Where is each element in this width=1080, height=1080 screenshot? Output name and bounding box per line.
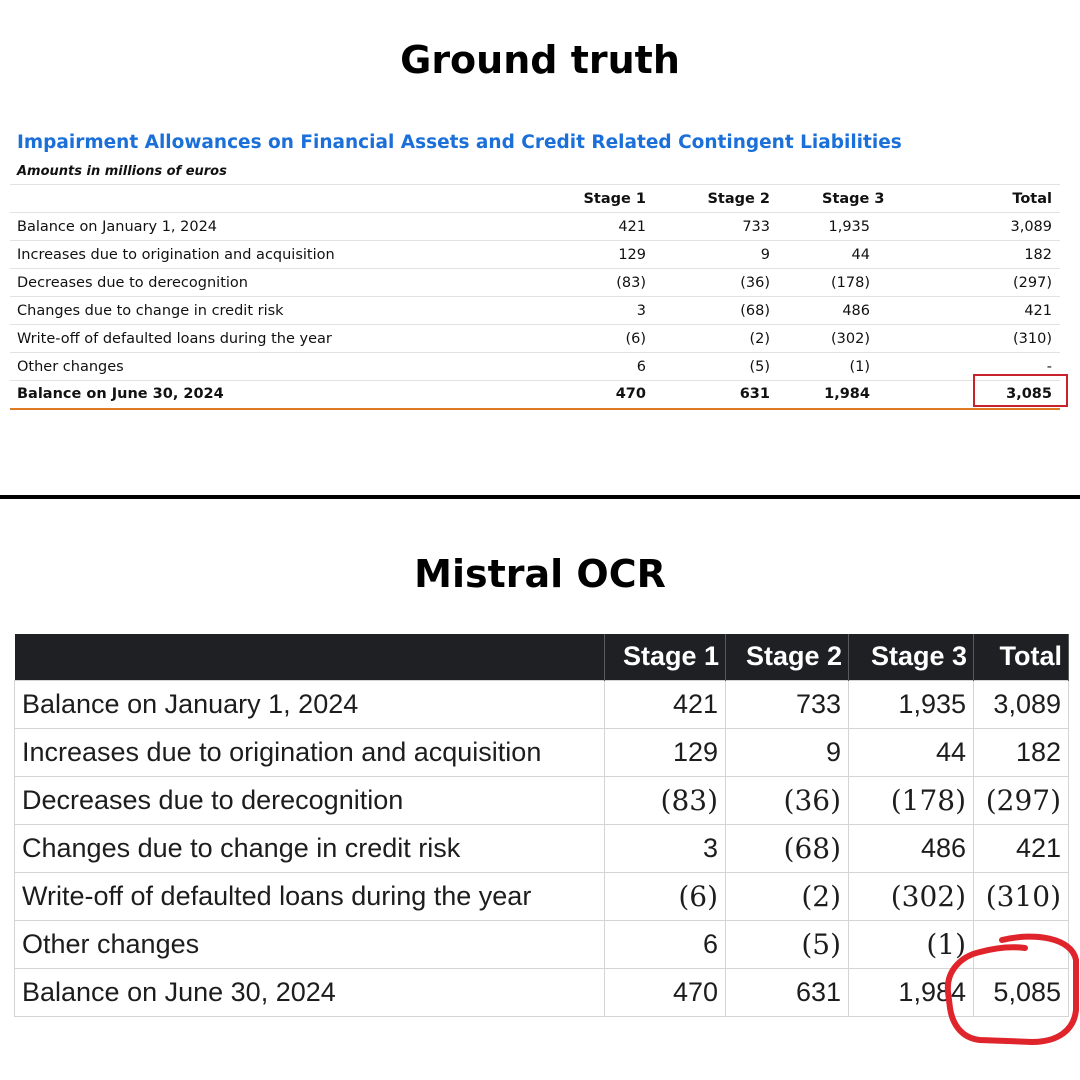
value-cell: 9: [690, 241, 816, 269]
value-cell: 182: [942, 241, 1060, 269]
table-row: [15, 824, 1069, 872]
value-cell: (83): [570, 269, 690, 297]
header-total: Total: [942, 185, 1060, 213]
value-cell: (36): [690, 269, 816, 297]
row-label: Changes due to change in credit risk: [10, 297, 570, 325]
value-cell: (5): [726, 920, 849, 968]
value-cell: 421: [570, 213, 690, 241]
value-cell: 1,984: [849, 968, 974, 1016]
ground-truth-label: Ground truth: [400, 38, 680, 82]
value-cell: (83): [605, 776, 726, 824]
value-cell: 421: [942, 297, 1060, 325]
value-cell: (302): [816, 325, 942, 353]
row-label: Balance on June 30, 2024: [10, 381, 570, 409]
value-cell: (5): [690, 353, 816, 381]
header-total: Total: [974, 634, 1069, 680]
table-row: [10, 325, 1060, 353]
value-cell: 3: [570, 297, 690, 325]
value-cell: 129: [605, 728, 726, 776]
table-row: [10, 269, 1060, 297]
value-cell: (310): [974, 872, 1069, 920]
value-cell: 486: [849, 824, 974, 872]
value-cell: (2): [690, 325, 816, 353]
table-row: [15, 680, 1069, 728]
header-row: [10, 185, 1060, 213]
value-cell: 44: [849, 728, 974, 776]
value-cell: 6: [605, 920, 726, 968]
value-cell: 421: [605, 680, 726, 728]
row-label: Other changes: [15, 920, 605, 968]
table-subheading: Amounts in millions of euros: [17, 164, 227, 179]
header-stage-3: Stage 3: [816, 185, 942, 213]
header-row: [15, 634, 1069, 680]
value-cell: (1): [816, 353, 942, 381]
value-cell: 3: [605, 824, 726, 872]
value-cell: -: [942, 353, 1060, 381]
row-label: Balance on January 1, 2024: [15, 680, 605, 728]
value-cell: 3,085: [942, 381, 1060, 409]
value-cell: 1,984: [816, 381, 942, 409]
value-cell: 1,935: [849, 680, 974, 728]
value-cell: 6: [570, 353, 690, 381]
header-stage-2: Stage 2: [726, 634, 849, 680]
header-stage-1: Stage 1: [605, 634, 726, 680]
row-label: Write-off of defaulted loans during the year: [10, 325, 570, 353]
value-cell: (1): [849, 920, 974, 968]
value-cell: (68): [726, 824, 849, 872]
value-cell: (68): [690, 297, 816, 325]
value-cell: (178): [849, 776, 974, 824]
value-cell: 9: [726, 728, 849, 776]
row-label: Write-off of defaulted loans during the year: [15, 872, 605, 920]
value-cell: (178): [816, 269, 942, 297]
value-cell: 733: [726, 680, 849, 728]
header-stage-2: Stage 2: [690, 185, 816, 213]
value-cell: 733: [690, 213, 816, 241]
row-label: Other changes: [10, 353, 570, 381]
value-cell: (297): [974, 776, 1069, 824]
value-cell: (6): [570, 325, 690, 353]
value-cell: 5,085: [974, 968, 1069, 1016]
value-cell: (2): [726, 872, 849, 920]
value-cell: 182: [974, 728, 1069, 776]
highlight-box: [973, 374, 1068, 407]
row-label: Increases due to origination and acquisition: [10, 241, 570, 269]
header-stage-3: Stage 3: [849, 634, 974, 680]
value-cell: [974, 920, 1069, 968]
table-row: [10, 213, 1060, 241]
row-label: Changes due to change in credit risk: [15, 824, 605, 872]
value-cell: (310): [942, 325, 1060, 353]
value-cell: 470: [570, 381, 690, 409]
ocr-table: [14, 634, 1069, 1017]
panel-divider: [0, 495, 1080, 499]
header-label-cell: [15, 634, 605, 680]
value-cell: 470: [605, 968, 726, 1016]
table-row: [10, 241, 1060, 269]
table-row: [15, 776, 1069, 824]
table-row: [10, 381, 1060, 409]
value-cell: (6): [605, 872, 726, 920]
value-cell: 631: [726, 968, 849, 1016]
row-label: Balance on June 30, 2024: [15, 968, 605, 1016]
header-stage-1: Stage 1: [570, 185, 690, 213]
table-row: [15, 728, 1069, 776]
value-cell: 486: [816, 297, 942, 325]
table-row: [10, 297, 1060, 325]
value-cell: (297): [942, 269, 1060, 297]
header-label-cell: [10, 185, 570, 213]
table-row: [15, 872, 1069, 920]
ground-truth-table: [10, 184, 1060, 410]
value-cell: 631: [690, 381, 816, 409]
row-label: Decreases due to derecognition: [10, 269, 570, 297]
value-cell: 44: [816, 241, 942, 269]
value-cell: (36): [726, 776, 849, 824]
value-cell: (302): [849, 872, 974, 920]
value-cell: 3,089: [974, 680, 1069, 728]
value-cell: 129: [570, 241, 690, 269]
value-cell: 1,935: [816, 213, 942, 241]
table-row: [15, 920, 1069, 968]
row-label: Increases due to origination and acquisition: [15, 728, 605, 776]
ocr-output-label: Mistral OCR: [414, 552, 666, 596]
table-row: [15, 968, 1069, 1016]
row-label: Balance on January 1, 2024: [10, 213, 570, 241]
row-label: Decreases due to derecognition: [15, 776, 605, 824]
table-heading: Impairment Allowances on Financial Assets and Credit Related Contingent Liabilities: [17, 132, 902, 153]
table-row: [10, 353, 1060, 381]
value-cell: 421: [974, 824, 1069, 872]
value-cell: 3,089: [942, 213, 1060, 241]
